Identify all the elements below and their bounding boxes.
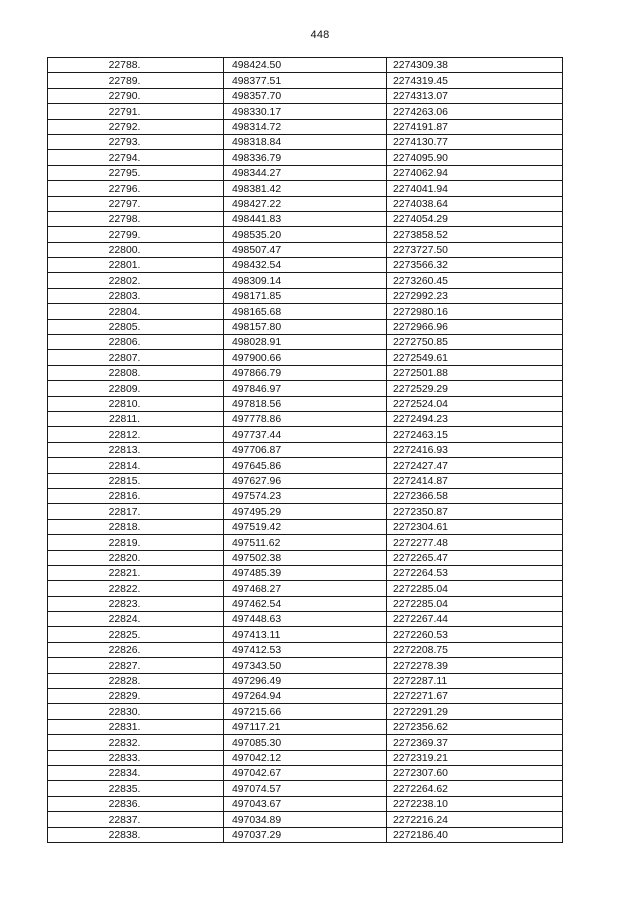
y-coordinate-cell: 2274130.77 <box>387 134 563 149</box>
table-row <box>48 642 563 657</box>
table-row <box>48 319 563 334</box>
y-coordinate-cell: 2273858.52 <box>387 227 563 242</box>
x-coordinate-cell: 498357.70 <box>224 88 387 103</box>
table-row <box>48 73 563 88</box>
x-coordinate-cell: 498441.83 <box>224 211 387 226</box>
table-row <box>48 704 563 719</box>
table-row <box>48 627 563 642</box>
table-row <box>48 396 563 411</box>
table-row <box>48 134 563 149</box>
x-coordinate-cell: 497085.30 <box>224 735 387 750</box>
point-index-cell: 22795. <box>48 165 224 180</box>
y-coordinate-cell: 2273566.32 <box>387 258 563 273</box>
y-coordinate-cell: 2272319.21 <box>387 750 563 765</box>
point-index-cell: 22801. <box>48 258 224 273</box>
point-index-cell: 22814. <box>48 458 224 473</box>
y-coordinate-cell: 2272285.04 <box>387 581 563 596</box>
table-row <box>48 612 563 627</box>
point-index-cell: 22816. <box>48 488 224 503</box>
x-coordinate-cell: 498314.72 <box>224 119 387 134</box>
y-coordinate-cell: 2272260.53 <box>387 627 563 642</box>
x-coordinate-cell: 498157.80 <box>224 319 387 334</box>
y-coordinate-cell: 2272416.93 <box>387 442 563 457</box>
y-coordinate-cell: 2274309.38 <box>387 58 563 73</box>
y-coordinate-cell: 2274313.07 <box>387 88 563 103</box>
y-coordinate-cell: 2272463.15 <box>387 427 563 442</box>
table-row <box>48 827 563 842</box>
point-index-cell: 22802. <box>48 273 224 288</box>
x-coordinate-cell: 498330.17 <box>224 104 387 119</box>
table-row <box>48 504 563 519</box>
y-coordinate-cell: 2272264.53 <box>387 565 563 580</box>
table-row <box>48 381 563 396</box>
x-coordinate-cell: 497042.67 <box>224 765 387 780</box>
point-index-cell: 22812. <box>48 427 224 442</box>
point-index-cell: 22831. <box>48 719 224 734</box>
point-index-cell: 22804. <box>48 304 224 319</box>
x-coordinate-cell: 497296.49 <box>224 673 387 688</box>
point-index-cell: 22836. <box>48 796 224 811</box>
table-row <box>48 119 563 134</box>
y-coordinate-cell: 2272494.23 <box>387 411 563 426</box>
point-index-cell: 22790. <box>48 88 224 103</box>
y-coordinate-cell: 2272216.24 <box>387 812 563 827</box>
table-row <box>48 673 563 688</box>
y-coordinate-cell: 2272549.61 <box>387 350 563 365</box>
point-index-cell: 22793. <box>48 134 224 149</box>
point-index-cell: 22800. <box>48 242 224 257</box>
x-coordinate-cell: 497574.23 <box>224 488 387 503</box>
point-index-cell: 22796. <box>48 181 224 196</box>
table-row <box>48 273 563 288</box>
point-index-cell: 22803. <box>48 288 224 303</box>
x-coordinate-cell: 497037.29 <box>224 827 387 842</box>
point-index-cell: 22797. <box>48 196 224 211</box>
table-row <box>48 765 563 780</box>
point-index-cell: 22824. <box>48 612 224 627</box>
table-row <box>48 519 563 534</box>
y-coordinate-cell: 2272427.47 <box>387 458 563 473</box>
table-row <box>48 658 563 673</box>
table-row <box>48 165 563 180</box>
x-coordinate-cell: 498507.47 <box>224 242 387 257</box>
y-coordinate-cell: 2274263.06 <box>387 104 563 119</box>
x-coordinate-cell: 498424.50 <box>224 58 387 73</box>
y-coordinate-cell: 2274191.87 <box>387 119 563 134</box>
point-index-cell: 22820. <box>48 550 224 565</box>
y-coordinate-cell: 2274054.29 <box>387 211 563 226</box>
y-coordinate-cell: 2274095.90 <box>387 150 563 165</box>
y-coordinate-cell: 2272369.37 <box>387 735 563 750</box>
x-coordinate-cell: 498309.14 <box>224 273 387 288</box>
x-coordinate-cell: 497818.56 <box>224 396 387 411</box>
point-index-cell: 22788. <box>48 58 224 73</box>
x-coordinate-cell: 497074.57 <box>224 781 387 796</box>
point-index-cell: 22821. <box>48 565 224 580</box>
table-row <box>48 735 563 750</box>
point-index-cell: 22794. <box>48 150 224 165</box>
coordinate-table-body <box>48 58 563 843</box>
point-index-cell: 22823. <box>48 596 224 611</box>
x-coordinate-cell: 497215.66 <box>224 704 387 719</box>
y-coordinate-cell: 2272291.29 <box>387 704 563 719</box>
point-index-cell: 22789. <box>48 73 224 88</box>
x-coordinate-cell: 498432.54 <box>224 258 387 273</box>
y-coordinate-cell: 2274038.64 <box>387 196 563 211</box>
point-index-cell: 22829. <box>48 689 224 704</box>
y-coordinate-cell: 2274062.94 <box>387 165 563 180</box>
x-coordinate-cell: 497737.44 <box>224 427 387 442</box>
point-index-cell: 22830. <box>48 704 224 719</box>
y-coordinate-cell: 2272307.60 <box>387 765 563 780</box>
x-coordinate-cell: 497413.11 <box>224 627 387 642</box>
point-index-cell: 22826. <box>48 642 224 657</box>
y-coordinate-cell: 2272366.58 <box>387 488 563 503</box>
y-coordinate-cell: 2272267.44 <box>387 612 563 627</box>
x-coordinate-cell: 497462.54 <box>224 596 387 611</box>
x-coordinate-cell: 497778.86 <box>224 411 387 426</box>
point-index-cell: 22813. <box>48 442 224 457</box>
table-row <box>48 565 563 580</box>
table-row <box>48 288 563 303</box>
y-coordinate-cell: 2272278.39 <box>387 658 563 673</box>
point-index-cell: 22822. <box>48 581 224 596</box>
x-coordinate-cell: 497706.87 <box>224 442 387 457</box>
point-index-cell: 22808. <box>48 365 224 380</box>
point-index-cell: 22817. <box>48 504 224 519</box>
x-coordinate-cell: 497866.79 <box>224 365 387 380</box>
x-coordinate-cell: 498344.27 <box>224 165 387 180</box>
table-row <box>48 181 563 196</box>
table-row <box>48 411 563 426</box>
x-coordinate-cell: 497448.63 <box>224 612 387 627</box>
table-row <box>48 58 563 73</box>
x-coordinate-cell: 498165.68 <box>224 304 387 319</box>
y-coordinate-cell: 2274041.94 <box>387 181 563 196</box>
y-coordinate-cell: 2272285.04 <box>387 596 563 611</box>
point-index-cell: 22809. <box>48 381 224 396</box>
y-coordinate-cell: 2272980.16 <box>387 304 563 319</box>
x-coordinate-cell: 497627.96 <box>224 473 387 488</box>
table-row <box>48 458 563 473</box>
table-row <box>48 581 563 596</box>
table-row <box>48 535 563 550</box>
table-row <box>48 365 563 380</box>
point-index-cell: 22837. <box>48 812 224 827</box>
page-number: 448 <box>310 29 330 41</box>
x-coordinate-cell: 498336.79 <box>224 150 387 165</box>
table-row <box>48 796 563 811</box>
x-coordinate-cell: 497117.21 <box>224 719 387 734</box>
table-row <box>48 242 563 257</box>
table-row <box>48 150 563 165</box>
point-index-cell: 22825. <box>48 627 224 642</box>
point-index-cell: 22818. <box>48 519 224 534</box>
point-index-cell: 22828. <box>48 673 224 688</box>
y-coordinate-cell: 2272265.47 <box>387 550 563 565</box>
table-row <box>48 104 563 119</box>
point-index-cell: 22834. <box>48 765 224 780</box>
y-coordinate-cell: 2272271.67 <box>387 689 563 704</box>
table-row <box>48 750 563 765</box>
table-row <box>48 442 563 457</box>
table-row <box>48 781 563 796</box>
point-index-cell: 22815. <box>48 473 224 488</box>
point-index-cell: 22835. <box>48 781 224 796</box>
x-coordinate-cell: 497519.42 <box>224 519 387 534</box>
x-coordinate-cell: 497511.62 <box>224 535 387 550</box>
y-coordinate-cell: 2272208.75 <box>387 642 563 657</box>
y-coordinate-cell: 2272992.23 <box>387 288 563 303</box>
table-row <box>48 211 563 226</box>
x-coordinate-cell: 498427.22 <box>224 196 387 211</box>
x-coordinate-cell: 498535.20 <box>224 227 387 242</box>
point-index-cell: 22792. <box>48 119 224 134</box>
y-coordinate-cell: 2273260.45 <box>387 273 563 288</box>
point-index-cell: 22799. <box>48 227 224 242</box>
x-coordinate-cell: 497343.50 <box>224 658 387 673</box>
x-coordinate-cell: 497034.89 <box>224 812 387 827</box>
point-index-cell: 22810. <box>48 396 224 411</box>
x-coordinate-cell: 497468.27 <box>224 581 387 596</box>
y-coordinate-cell: 2272501.88 <box>387 365 563 380</box>
table-row <box>48 812 563 827</box>
x-coordinate-cell: 497900.66 <box>224 350 387 365</box>
table-row <box>48 473 563 488</box>
point-index-cell: 22798. <box>48 211 224 226</box>
y-coordinate-cell: 2272750.85 <box>387 335 563 350</box>
y-coordinate-cell: 2272277.48 <box>387 535 563 550</box>
x-coordinate-cell: 498381.42 <box>224 181 387 196</box>
y-coordinate-cell: 2272186.40 <box>387 827 563 842</box>
table-row <box>48 596 563 611</box>
y-coordinate-cell: 2272350.87 <box>387 504 563 519</box>
y-coordinate-cell: 2273727.50 <box>387 242 563 257</box>
point-index-cell: 22807. <box>48 350 224 365</box>
y-coordinate-cell: 2272529.29 <box>387 381 563 396</box>
x-coordinate-cell: 498028.91 <box>224 335 387 350</box>
table-row <box>48 304 563 319</box>
x-coordinate-cell: 497502.38 <box>224 550 387 565</box>
table-row <box>48 427 563 442</box>
table-row <box>48 88 563 103</box>
y-coordinate-cell: 2272287.11 <box>387 673 563 688</box>
point-index-cell: 22791. <box>48 104 224 119</box>
x-coordinate-cell: 497042.12 <box>224 750 387 765</box>
point-index-cell: 22827. <box>48 658 224 673</box>
x-coordinate-cell: 497412.53 <box>224 642 387 657</box>
y-coordinate-cell: 2272414.87 <box>387 473 563 488</box>
y-coordinate-cell: 2272264.62 <box>387 781 563 796</box>
x-coordinate-cell: 497043.67 <box>224 796 387 811</box>
table-row <box>48 335 563 350</box>
table-row <box>48 689 563 704</box>
table-row <box>48 350 563 365</box>
y-coordinate-cell: 2272238.10 <box>387 796 563 811</box>
x-coordinate-cell: 497846.97 <box>224 381 387 396</box>
point-index-cell: 22806. <box>48 335 224 350</box>
table-row <box>48 550 563 565</box>
x-coordinate-cell: 498318.84 <box>224 134 387 149</box>
point-index-cell: 22805. <box>48 319 224 334</box>
table-row <box>48 196 563 211</box>
y-coordinate-cell: 2272304.61 <box>387 519 563 534</box>
x-coordinate-cell: 497645.86 <box>224 458 387 473</box>
x-coordinate-cell: 497264.94 <box>224 689 387 704</box>
table-row <box>48 227 563 242</box>
x-coordinate-cell: 498171.85 <box>224 288 387 303</box>
y-coordinate-cell: 2272356.62 <box>387 719 563 734</box>
point-index-cell: 22811. <box>48 411 224 426</box>
point-index-cell: 22838. <box>48 827 224 842</box>
point-index-cell: 22832. <box>48 735 224 750</box>
y-coordinate-cell: 2274319.45 <box>387 73 563 88</box>
point-index-cell: 22819. <box>48 535 224 550</box>
coordinate-table <box>47 57 563 843</box>
point-index-cell: 22833. <box>48 750 224 765</box>
x-coordinate-cell: 497485.39 <box>224 565 387 580</box>
table-row <box>48 258 563 273</box>
x-coordinate-cell: 497495.29 <box>224 504 387 519</box>
table-row <box>48 719 563 734</box>
table-row <box>48 488 563 503</box>
x-coordinate-cell: 498377.51 <box>224 73 387 88</box>
y-coordinate-cell: 2272966.96 <box>387 319 563 334</box>
y-coordinate-cell: 2272524.04 <box>387 396 563 411</box>
